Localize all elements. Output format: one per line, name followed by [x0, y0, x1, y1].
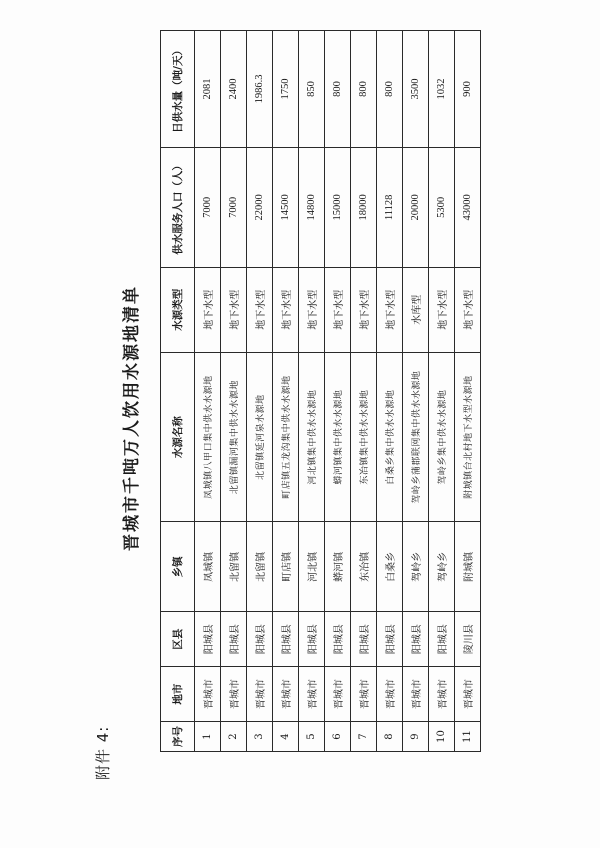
cell-county: 陵川县: [455, 612, 481, 667]
cell-volume: 1032: [429, 31, 455, 148]
cell-town: 附城镇: [455, 522, 481, 612]
header-volume: 日供水量（吨/天）: [161, 31, 195, 148]
table-row: [455, 31, 481, 752]
cell-town: 北留镇: [247, 522, 273, 612]
cell-county: 阳城县: [325, 612, 351, 667]
cell-city: 晋城市: [351, 667, 377, 722]
cell-population: 15000: [325, 147, 351, 267]
cell-type: 地下水型: [273, 267, 299, 352]
cell-county: 阳城县: [403, 612, 429, 667]
cell-seq: 5: [299, 722, 325, 752]
cell-volume: 3500: [403, 31, 429, 148]
cell-county: 阳城县: [195, 612, 221, 667]
header-county: 区县: [161, 612, 195, 667]
cell-population: 43000: [455, 147, 481, 267]
cell-city: 晋城市: [299, 667, 325, 722]
cell-volume: 1750: [273, 31, 299, 148]
cell-volume: 800: [325, 31, 351, 148]
header-type: 水源类型: [161, 267, 195, 352]
cell-population: 14800: [299, 147, 325, 267]
cell-city: 晋城市: [195, 667, 221, 722]
table-row: [325, 31, 351, 752]
table-header-row: [161, 31, 195, 752]
cell-seq: 6: [325, 722, 351, 752]
cell-county: 阳城县: [247, 612, 273, 667]
cell-population: 20000: [403, 147, 429, 267]
cell-town: 北留镇: [221, 522, 247, 612]
cell-city: 晋城市: [455, 667, 481, 722]
cell-town: 凤城镇: [195, 522, 221, 612]
cell-town: 驾岭乡: [403, 522, 429, 612]
cell-county: 阳城县: [377, 612, 403, 667]
cell-name: 北留镇漏河集中供水水源地: [221, 352, 247, 522]
table-row: [247, 31, 273, 752]
header-seq: 序号: [161, 722, 195, 752]
table-row: [273, 31, 299, 752]
cell-type: 地下水型: [299, 267, 325, 352]
cell-seq: 10: [429, 722, 455, 752]
cell-volume: 900: [455, 31, 481, 148]
cell-volume: 2400: [221, 31, 247, 148]
cell-population: 7000: [221, 147, 247, 267]
cell-type: 地下水型: [221, 267, 247, 352]
cell-town: 町店镇: [273, 522, 299, 612]
cell-town: 东冶镇: [351, 522, 377, 612]
cell-county: 阳城县: [351, 612, 377, 667]
cell-type: 地下水型: [325, 267, 351, 352]
attachment-label: 附件 4:: [94, 725, 112, 780]
cell-volume: 2081: [195, 31, 221, 148]
cell-name: 河北镇集中供水水源地: [299, 352, 325, 522]
cell-type: 地下水型: [455, 267, 481, 352]
cell-town: 蟒河镇: [325, 522, 351, 612]
cell-name: 白桑乡集中供水水源地: [377, 352, 403, 522]
cell-population: 11128: [377, 147, 403, 267]
cell-city: 晋城市: [325, 667, 351, 722]
cell-volume: 1986.3: [247, 31, 273, 148]
cell-seq: 4: [273, 722, 299, 752]
cell-seq: 11: [455, 722, 481, 752]
cell-type: 水库型: [403, 267, 429, 352]
cell-type: 地下水型: [247, 267, 273, 352]
cell-city: 晋城市: [221, 667, 247, 722]
table-row: [377, 31, 403, 752]
table-row: [221, 31, 247, 752]
cell-name: 驾岭乡蒲郡联网集中供水水源地: [403, 352, 429, 522]
cell-population: 5300: [429, 147, 455, 267]
cell-county: 阳城县: [429, 612, 455, 667]
cell-city: 晋城市: [429, 667, 455, 722]
cell-county: 阳城县: [273, 612, 299, 667]
cell-city: 晋城市: [403, 667, 429, 722]
cell-seq: 3: [247, 722, 273, 752]
header-town: 乡镇: [161, 522, 195, 612]
cell-county: 阳城县: [299, 612, 325, 667]
header-city: 地市: [161, 667, 195, 722]
header-population: 供水服务人口（人）: [161, 147, 195, 267]
cell-city: 晋城市: [377, 667, 403, 722]
cell-volume: 800: [377, 31, 403, 148]
header-name: 水源名称: [161, 352, 195, 522]
cell-population: 14500: [273, 147, 299, 267]
cell-name: 北留镇延河泉水源地: [247, 352, 273, 522]
cell-seq: 1: [195, 722, 221, 752]
table-row: [351, 31, 377, 752]
table-row: [403, 31, 429, 752]
cell-type: 地下水型: [351, 267, 377, 352]
cell-population: 18000: [351, 147, 377, 267]
cell-name: 町店镇五龙沟集中供水水源地: [273, 352, 299, 522]
table-row: [429, 31, 455, 752]
cell-population: 22000: [247, 147, 273, 267]
cell-seq: 8: [377, 722, 403, 752]
cell-name: 蟒河镇集中供水水源地: [325, 352, 351, 522]
cell-name: 凤城镇八甲口集中供水水源地: [195, 352, 221, 522]
cell-seq: 2: [221, 722, 247, 752]
table-row: [299, 31, 325, 752]
cell-town: 河北镇: [299, 522, 325, 612]
cell-type: 地下水型: [429, 267, 455, 352]
cell-name: 附城镇台北村地下水型水源地: [455, 352, 481, 522]
cell-name: 东冶镇集中供水水源地: [351, 352, 377, 522]
cell-seq: 7: [351, 722, 377, 752]
cell-city: 晋城市: [273, 667, 299, 722]
cell-town: 白桑乡: [377, 522, 403, 612]
cell-type: 地下水型: [377, 267, 403, 352]
cell-population: 7000: [195, 147, 221, 267]
cell-city: 晋城市: [247, 667, 273, 722]
cell-county: 阳城县: [221, 612, 247, 667]
cell-town: 驾岭乡: [429, 522, 455, 612]
cell-seq: 9: [403, 722, 429, 752]
water-source-table: [160, 30, 481, 752]
table-row: [195, 31, 221, 752]
cell-volume: 850: [299, 31, 325, 148]
cell-volume: 800: [351, 31, 377, 148]
cell-name: 驾岭乡集中供水水源地: [429, 352, 455, 522]
cell-type: 地下水型: [195, 267, 221, 352]
document-title: 晋城市千吨万人饮用水源地清单: [122, 285, 142, 551]
